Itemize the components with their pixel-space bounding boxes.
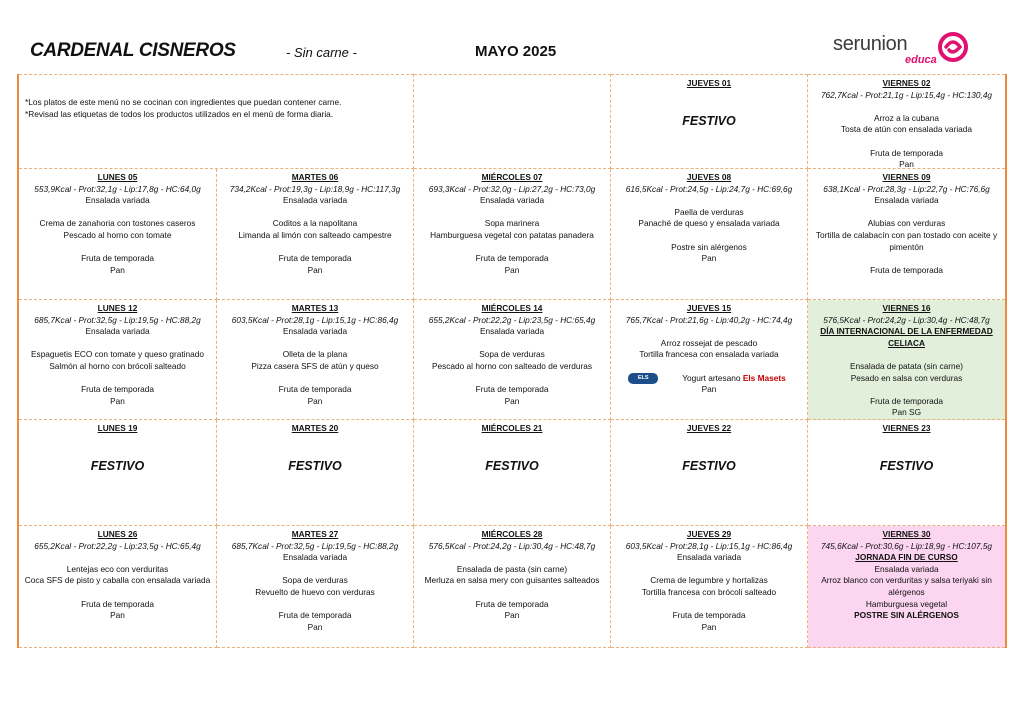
menu-line: Ensalada de pasta (sin carne) [456, 563, 568, 574]
menu-line: Pan [110, 610, 125, 621]
day-cell [217, 526, 414, 648]
menu-line: Merluza en salsa mery con guisantes salteados [424, 575, 600, 586]
nutrition-info: 576,5Kcal - Prot:24,2g - Lip:30,4g - HC:48,7g [823, 314, 990, 325]
festivo-label: FESTIVO [288, 458, 342, 473]
menu-line: Espaguetis ECO con tomate y queso gratinado [31, 349, 204, 360]
day-cell [808, 420, 1005, 526]
festivo-label: FESTIVO [682, 458, 736, 473]
menu-line: Crema de zanahoria con tostones caseros [39, 218, 196, 229]
day-cell [611, 300, 808, 420]
festivo-label: FESTIVO [90, 458, 145, 473]
day-label: MIÉRCOLES 14 [481, 303, 543, 313]
menu-line [22, 207, 213, 219]
special-event: JORNADA FIN DE CURSO [855, 552, 958, 563]
menu-line: Fruta de temporada [475, 384, 549, 395]
nutrition-info: 693,3Kcal - Prot:32,0g - Lip:27,2g - HC:73,0g [428, 183, 596, 194]
day-cell [217, 300, 414, 420]
menu-line: Pan [701, 621, 717, 632]
menu-header [0, 0, 1024, 74]
menu-line: Ensalada variada [479, 326, 545, 337]
menu-line: Fruta de temporada [672, 610, 746, 621]
day-label: LUNES 05 [97, 172, 138, 182]
menu-line [417, 552, 607, 564]
menu-line [220, 564, 410, 576]
menu-line [614, 326, 804, 338]
menu-line: Pesado en salsa con verduras [850, 372, 963, 383]
menu-line: Fruta de temporada [278, 253, 352, 264]
menu-line: Sopa marinera [484, 218, 540, 229]
menu-line: Tortilla francesa con ensalada variada [639, 349, 779, 360]
festivo-label: FESTIVO [682, 113, 736, 128]
menu-line: Pan [307, 621, 323, 632]
menu-line: Tosta de atún con ensalada variada [841, 124, 972, 135]
menu-line [614, 564, 804, 576]
menu-line: Panaché de queso y ensalada variada [638, 218, 780, 229]
serunion-swirl-icon [937, 31, 969, 63]
day-label: VIERNES 02 [882, 78, 931, 88]
menu-line: Ensalada variada [85, 326, 150, 337]
menu-line [614, 361, 804, 373]
day-cell [414, 526, 611, 648]
day-cell [217, 169, 414, 300]
menu-line: Pizza casera SFS de atún y queso [251, 360, 379, 371]
menu-line: Pan [110, 395, 125, 406]
day-label: JUEVES 22 [686, 423, 732, 433]
nutrition-info: 734,2Kcal - Prot:19,3g - Lip:18,9g - HC:117,3g [229, 183, 401, 194]
menu-line: Postre sin alérgenos [671, 241, 747, 252]
nutrition-info: 603,5Kcal - Prot:28,1g - Lip:15,1g - HC:86,4g [625, 540, 793, 551]
els-masets-logo: ELS MASETS [628, 373, 658, 384]
day-cell [808, 526, 1005, 648]
note-line: *Los platos de este menú no se cocinan con ingredientes que puedan contener carne. [25, 97, 342, 107]
menu-line: Pan [110, 264, 125, 275]
menu-line: Ensalada variada [282, 326, 348, 337]
menu-line: Pan [701, 253, 717, 264]
menu-line: Hamburguesa vegetal [865, 598, 948, 609]
menu-line: Alubias con verduras [867, 218, 946, 229]
menu-line: Olleta de la plana [282, 349, 348, 360]
menu-line [614, 230, 804, 242]
day-cell [611, 420, 808, 526]
yogurt-text: Yogurt artesano [682, 372, 741, 383]
menu-line: Ensalada variada [676, 552, 742, 563]
day-label: MIÉRCOLES 21 [481, 423, 543, 433]
day-label: MIÉRCOLES 07 [481, 172, 543, 182]
menu-line: Arroz blanco con verduritas y salsa teriyaki sin alérgenos [821, 575, 992, 597]
day-label: LUNES 12 [97, 303, 138, 313]
menu-line: Crema de legumbre y hortalizas [650, 575, 768, 586]
final-note: POSTRE SIN ALÉRGENOS [854, 610, 959, 621]
menu-month: MAYO 2025 [475, 43, 557, 60]
day-label: MARTES 20 [291, 423, 339, 433]
menu-line: Pescado al horno con salteado de verduras [431, 360, 593, 371]
day-label: JUEVES 08 [686, 172, 732, 182]
menu-line [811, 253, 1002, 265]
menu-line: Pan [899, 159, 914, 169]
note-line: *Revisad las etiquetas de todos los productos utilizados en el menú de forma diaria. [25, 108, 334, 119]
menu-line [220, 338, 410, 350]
day-label: LUNES 19 [97, 423, 138, 433]
day-cell [19, 526, 217, 648]
menu-line [811, 101, 1002, 113]
day-cell [611, 74, 808, 169]
menu-line [614, 195, 804, 207]
menu-line: Ensalada variada [85, 195, 150, 206]
menu-line: Ensalada de patata (sin carne) [849, 360, 963, 371]
menu-line: Fruta de temporada [278, 610, 352, 621]
menu-line: Ensalada variada [874, 195, 939, 206]
nutrition-info: 745,6Kcal - Prot:30,6g - Lip:18,9g - HC:107,5g [820, 540, 993, 551]
logo-tag: educa [905, 54, 937, 66]
menu-line: Fruta de temporada [870, 395, 943, 406]
day-label: JUEVES 29 [686, 529, 732, 539]
menu-line: Ensalada variada [479, 195, 545, 206]
menu-note [19, 74, 414, 169]
school-name: CARDENAL CISNEROS [30, 40, 236, 61]
menu-line: Hamburguesa vegetal con patatas panadera [430, 229, 594, 240]
menu-line: Revuelto de huevo con verduras [255, 586, 375, 597]
serunion-logo [833, 31, 973, 71]
festivo-label: FESTIVO [879, 458, 934, 473]
menu-line [417, 373, 607, 385]
menu-line [22, 587, 213, 599]
day-label: VIERNES 16 [882, 303, 931, 313]
menu-line: Pescado al horno con tomate [63, 229, 172, 240]
day-cell [808, 300, 1005, 420]
day-label: MARTES 13 [291, 303, 339, 313]
menu-line: Fruta de temporada [475, 598, 549, 609]
nutrition-info: 765,7Kcal - Prot:21,6g - Lip:40,2g - HC:74,4g [625, 314, 793, 325]
menu-line: Ensalada variada [282, 195, 348, 206]
yogurt-brand: Els Masets [742, 372, 786, 383]
menu-line: Fruta de temporada [278, 384, 352, 395]
special-event: DÍA INTERNACIONAL DE LA ENFERMEDAD CELIACA [820, 326, 993, 348]
day-label: JUEVES 01 [686, 78, 732, 88]
menu-line: Fruta de temporada [81, 253, 154, 264]
menu-line: Lentejas eco con verduritas [66, 563, 169, 574]
day-label: VIERNES 23 [882, 423, 931, 433]
menu-line: Fruta de temporada [475, 253, 549, 264]
menu-line: Paella de verduras [674, 206, 744, 217]
day-cell [808, 74, 1005, 169]
day-cell [19, 169, 217, 300]
day-label: VIERNES 30 [882, 529, 931, 539]
menu-line: Tortilla de calabacín con pan tostado con aceite y pimentón [815, 229, 998, 252]
menu-line: Arroz rossejat de pescado [660, 337, 758, 348]
empty-cell [414, 74, 611, 169]
festivo-label: FESTIVO [485, 458, 539, 473]
menu-line [811, 349, 1002, 361]
menu-line: Coditos a la napolitana [272, 218, 358, 229]
day-label: MARTES 06 [291, 172, 339, 182]
menu-line [614, 599, 804, 611]
menu-line [417, 242, 607, 254]
menu-line: Sopa de verduras [479, 349, 545, 360]
nutrition-info: 638,1Kcal - Prot:28,3g - Lip:22,7g - HC:76,6g [823, 183, 990, 194]
menu-line: Fruta de temporada [870, 147, 943, 158]
day-cell [414, 300, 611, 420]
menu-line: Salmón al horno con brócoli salteado [49, 360, 186, 371]
menu-line: Pan [701, 384, 717, 395]
day-label: VIERNES 09 [882, 172, 931, 182]
menu-line: Pan [504, 264, 520, 275]
menu-line: Pan [307, 264, 323, 275]
menu-line: Fruta de temporada [81, 384, 154, 395]
menu-line [417, 207, 607, 219]
day-label: MIÉRCOLES 28 [481, 529, 543, 539]
menu-line [811, 207, 1002, 219]
nutrition-info: 762,7Kcal - Prot:21,1g - Lip:15,4g - HC:130,4g [820, 89, 993, 100]
day-label: LUNES 26 [97, 529, 138, 539]
nutrition-info: 553,9Kcal - Prot:32,1g - Lip:17,8g - HC:64,0g [34, 183, 201, 194]
day-cell [611, 169, 808, 300]
nutrition-info: 576,5Kcal - Prot:24,2g - Lip:30,4g - HC:48,7g [428, 540, 596, 551]
menu-line: Arroz a la cubana [873, 112, 940, 123]
day-cell [19, 420, 217, 526]
menu-line: Sopa de verduras [282, 575, 348, 586]
menu-line [811, 384, 1002, 396]
menu-line: Pan [504, 395, 520, 406]
menu-line [22, 552, 213, 564]
day-cell [611, 526, 808, 648]
menu-line: Limanda al limón con salteado campestre [238, 229, 392, 240]
menu-line: Pan [307, 395, 323, 406]
menu-subtitle: - Sin carne - [286, 45, 357, 60]
nutrition-info: 655,2Kcal - Prot:22,2g - Lip:23,5g - HC:65,4g [428, 314, 596, 325]
logo-word: serunion [833, 33, 908, 55]
menu-line [22, 338, 213, 350]
menu-calendar [17, 74, 1007, 648]
menu-line [417, 587, 607, 599]
menu-line [220, 599, 410, 611]
menu-line: Fruta de temporada [870, 264, 943, 275]
menu-line: Ensalada variada [282, 552, 348, 563]
menu-line: Ensalada variada [874, 563, 939, 574]
menu-line [220, 242, 410, 254]
menu-line: Pan [504, 610, 520, 621]
day-cell [217, 420, 414, 526]
day-cell [808, 169, 1005, 300]
day-label: MARTES 27 [291, 529, 339, 539]
nutrition-info: 685,7Kcal - Prot:32,5g - Lip:19,5g - HC:88,2g [231, 540, 399, 551]
day-label: JUEVES 15 [686, 303, 732, 313]
day-cell [414, 169, 611, 300]
menu-line [417, 338, 607, 350]
menu-line: Coca SFS de pisto y caballa con ensalada variada [24, 575, 211, 586]
menu-line [220, 207, 410, 219]
menu-line: Tortilla francesa con brócoli salteado [641, 586, 777, 597]
nutrition-info: 603,5Kcal - Prot:28,1g - Lip:15,1g - HC:86,4g [231, 314, 399, 325]
nutrition-info: 685,7Kcal - Prot:32,5g - Lip:19,5g - HC:88,2g [34, 314, 201, 325]
menu-line [22, 242, 213, 254]
day-cell [414, 420, 611, 526]
day-cell [19, 300, 217, 420]
menu-line [220, 373, 410, 385]
nutrition-info: 655,2Kcal - Prot:22,2g - Lip:23,5g - HC:65,4g [34, 540, 201, 551]
menu-line [22, 373, 213, 385]
menu-line [811, 136, 1002, 148]
menu-line: Fruta de temporada [81, 598, 154, 609]
nutrition-info: 616,5Kcal - Prot:24,5g - Lip:24,7g - HC:69,6g [625, 183, 793, 194]
menu-line: Pan SG [891, 407, 922, 418]
